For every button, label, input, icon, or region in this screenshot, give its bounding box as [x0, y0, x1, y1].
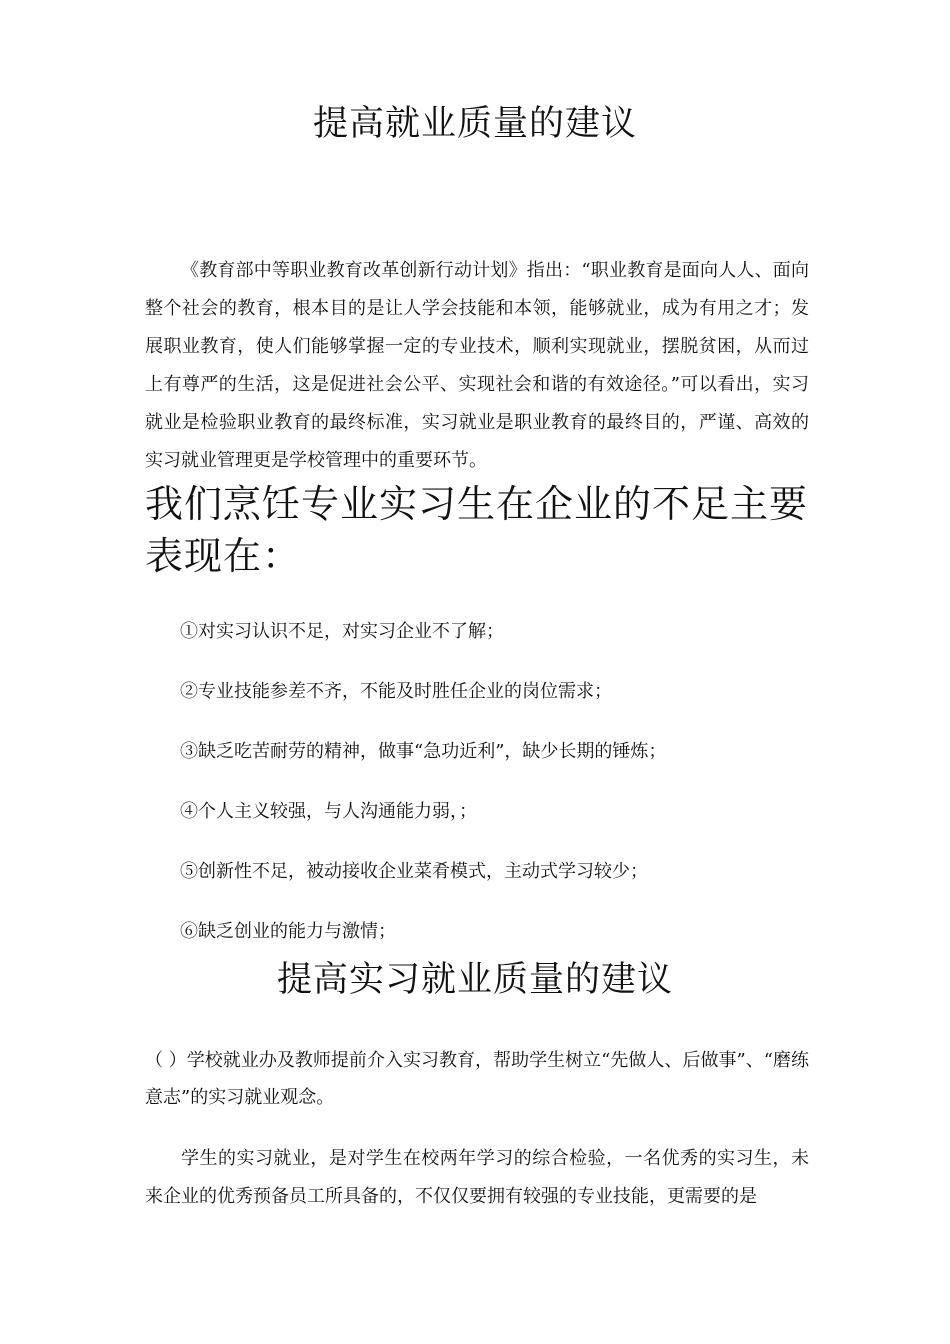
shortcomings-list	[180, 612, 820, 972]
student-paragraph: 学生的实习就业，是对学生在校两年学习的综合检验，一名优秀的实习生，未来企业的优秀预备员工所具备的，不仅仅要拥有较强的专业技能，更需要的是	[145, 1148, 809, 1207]
list-item: ⑤创新性不足，被动接收企业菜肴模式，主动式学习较少；	[180, 861, 648, 882]
page-title: 提高就业质量的建议	[312, 104, 637, 144]
list-item: ①对实习认识不足，对实习企业不了解；	[180, 621, 504, 642]
school-paragraph: （ ）学校就业办及教师提前介入实习教育，帮助学生树立“先做人、后做事”、“磨练意志”的实习就业观念。	[145, 1050, 809, 1108]
list-item: ④个人主义较强，与人沟通能力弱，；	[180, 801, 477, 822]
list-item: ②专业技能参差不齐，不能及时胜任企业的岗位需求；	[180, 681, 612, 702]
list-item: ③缺乏吃苦耐劳的精神，做事“急功近利”，缺少长期的锤炼；	[180, 741, 667, 762]
list-item: ⑥缺乏创业的能力与激情；	[180, 921, 396, 942]
shortcomings-heading: 我们烹饪专业实习生在企业的不足主要表现在：	[145, 482, 809, 578]
intro-paragraph: 《教育部中等职业教育改革创新行动计划》指出：“职业教育是面向人人、面向整个社会的教育，根本目的是让人学会技能和本领，能够就业，成为有用之才；发展职业教育，使人们能够掌握一定的专业技术，顺利实现就业，摆脱贫困，从而过上有尊严的生活，这是促进社会公平、实现社会和谐的有效途径。”可以看出，实习就业是检验职业教育的最终标准，实习就业是职业教育的最终目的，严谨、高效的实习就业管理更是学校管理中的重要环节。	[145, 260, 809, 471]
section-title: 提高实习就业质量的建议	[276, 960, 673, 1000]
